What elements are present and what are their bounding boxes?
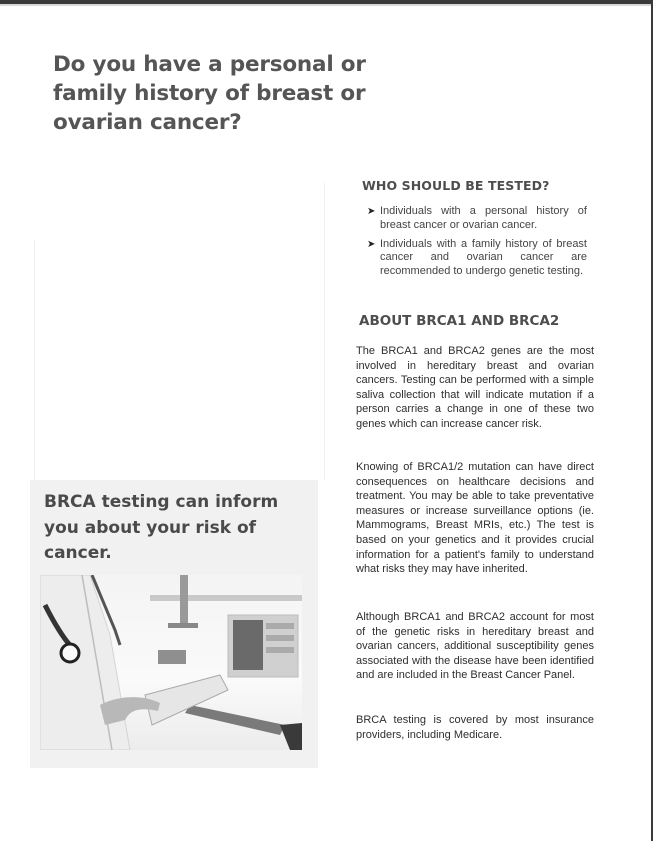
list-item: [367, 205, 587, 233]
stethoscope-chestpiece: [61, 644, 79, 662]
who-should-be-tested-heading: WHO SHOULD BE TESTED?: [362, 178, 550, 193]
monitor-screen-line: [266, 647, 294, 653]
desk-corner: [280, 723, 302, 750]
about-paragraph: Knowing of BRCA1/2 mutation can have direct consequences on healthcare decisions and treatment. You may be able to take preventative measures or increase surveillance options (ie. Mammograms, Breast MRIs, etc.) The test is based on your genetics and it provides crucial information for a patient's family to understand what risks they may have inherited.: [356, 461, 594, 576]
lab-stand: [180, 575, 188, 627]
about-brca-heading: ABOUT BRCA1 AND BRCA2: [359, 313, 560, 329]
about-paragraph: Although BRCA1 and BRCA2 account for most of the genetic risks in hereditary breast and ovarian cancers, additional susceptibility genes associated with the disease have been identified and are included in the Breast Cancer Panel.: [356, 611, 594, 682]
doctor-tablet-illustration: [40, 575, 302, 750]
keyboard: [185, 705, 285, 735]
bullet-text: Individuals with a personal history of breast cancer or ovarian cancer.: [380, 205, 587, 231]
shelf: [150, 595, 302, 601]
list-item: [367, 238, 587, 279]
top-bar-shadow: [0, 4, 653, 6]
scan-edge-line: [324, 183, 325, 480]
doctor-coat: [40, 575, 130, 750]
arrowhead-right-icon: ➤: [367, 206, 376, 217]
scan-edge-line: [34, 240, 35, 480]
monitor-screen-line: [266, 623, 294, 629]
panel-title: BRCA testing can inform you about your risk of cancer.: [44, 492, 279, 563]
who-should-be-tested-list: [367, 205, 587, 284]
page-headline: Do you have a personal or family history of breast or ovarian cancer?: [53, 52, 366, 135]
bullet-text: Individuals with a family history of breast cancer and ovarian cancer are recommended to undergo genetic testing.: [380, 237, 587, 278]
about-paragraph: The BRCA1 and BRCA2 genes are the most involved in hereditary breast and ovarian cancers. Testing can be performed with a simple saliva collection that will indicate mutation if a person carries a change in one of these two genes which can increase cancer risk.: [356, 345, 594, 430]
monitor-screen-line: [266, 635, 294, 641]
doctor-tablet-photo: [40, 575, 302, 750]
device-display: [158, 650, 186, 664]
insurance-paragraph: BRCA testing is covered by most insurance providers, including Medicare.: [356, 714, 594, 741]
monitor-screen: [233, 620, 263, 670]
lab-stand-base: [168, 623, 198, 628]
brca-info-panel: [30, 480, 318, 768]
arrowhead-right-icon: ➤: [367, 238, 376, 250]
